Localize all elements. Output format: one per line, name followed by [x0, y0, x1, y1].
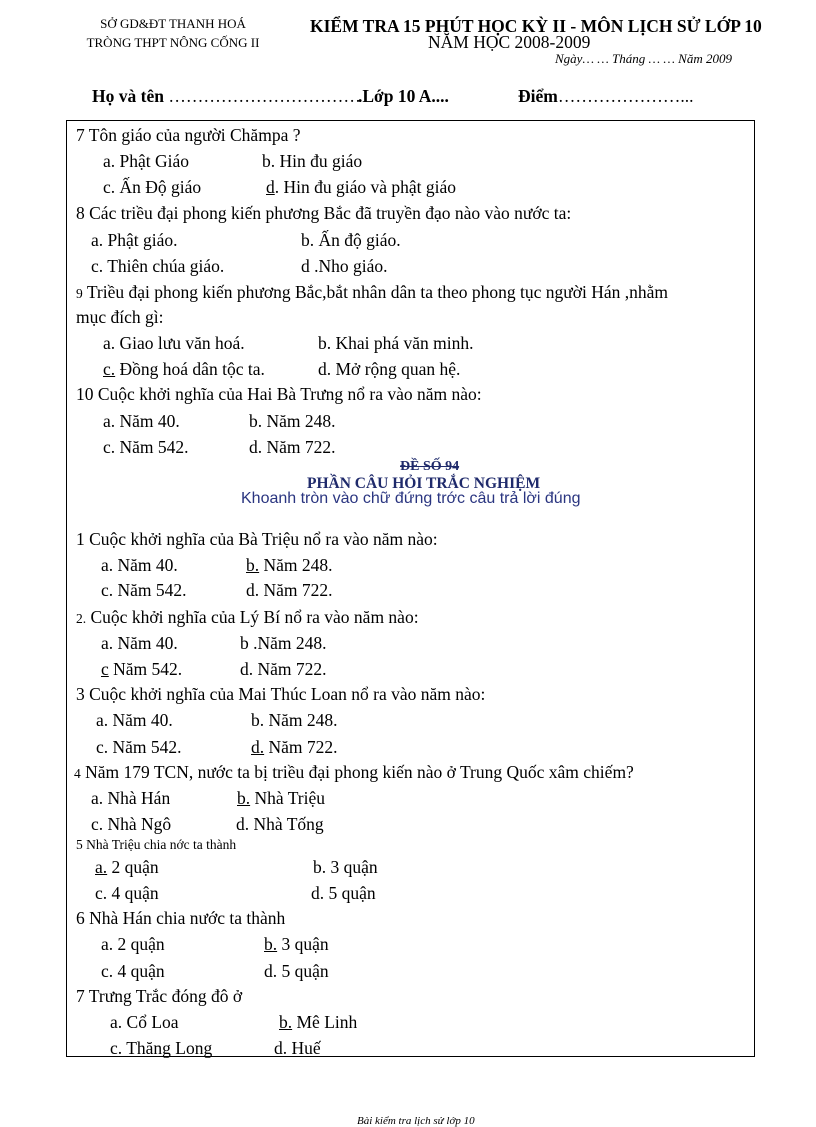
option-a[interactable]: a. Năm 40.	[101, 555, 178, 575]
option-d-answer[interactable]	[266, 177, 456, 198]
option-a[interactable]: a. Phật Giáo	[103, 151, 190, 171]
question-number: 9	[76, 286, 83, 301]
answer-key: b.	[237, 788, 251, 808]
name-dots: ……………………………	[168, 86, 361, 106]
question-7b: 7 Trưng Trắc đóng đô ở	[76, 986, 243, 1006]
answer-key: a.	[95, 857, 108, 877]
option-a[interactable]: a. Năm 40.	[96, 710, 173, 730]
exam-date: Ngày… … Tháng … … Năm 2009	[555, 51, 732, 66]
option-c-answer[interactable]	[103, 359, 265, 380]
option-text: 3 quận	[277, 934, 329, 954]
option-text: Năm 248.	[259, 555, 333, 575]
option-a[interactable]: a. Cổ Loa	[110, 1012, 179, 1032]
option-c[interactable]: c. 4 quận	[95, 883, 159, 903]
option-c[interactable]: c. Thiên chúa giáo.	[91, 256, 225, 276]
answer-key: d.	[251, 737, 265, 757]
option-b-answer[interactable]	[237, 788, 325, 809]
exam-title: KIỂM TRA 15 PHÚT HỌC KỲ II - MÔN LỊCH SỬ LỚP 10	[310, 16, 762, 36]
option-c[interactable]: c. Năm 542.	[103, 437, 189, 457]
question-3: 3 Cuộc khởi nghĩa của Mai Thúc Loan nổ ra vào năm nào:	[76, 684, 486, 704]
part-title: PHẦN CÂU HỎI TRẮC NGHIỆM	[307, 475, 541, 492]
option-b[interactable]: b. Ấn độ giáo.	[301, 230, 401, 250]
question-9	[76, 282, 668, 303]
page-footer: Bài kiểm tra lịch sử lớp 10	[357, 1115, 475, 1127]
option-d[interactable]: d. Năm 722.	[246, 580, 333, 600]
answer-key: c.	[103, 359, 116, 379]
student-name-field[interactable]	[92, 86, 361, 107]
answer-key: d	[266, 177, 275, 197]
score-label: Điểm	[518, 86, 558, 106]
question-1: 1 Cuộc khởi nghĩa của Bà Triệu nổ ra vào năm nào:	[76, 529, 438, 549]
option-d[interactable]: d. Mở rộng quan hệ.	[318, 359, 461, 379]
exam-code: ĐỀ SỐ 94	[400, 459, 460, 474]
question-text: Cuộc khởi nghĩa của Lý Bí nổ ra vào năm nào:	[90, 607, 419, 627]
question-10: 10 Cuộc khởi nghĩa của Hai Bà Trưng nổ ra vào năm nào:	[76, 384, 482, 404]
option-c-answer[interactable]	[101, 659, 182, 680]
option-b[interactable]: b. Hin đu giáo	[262, 151, 363, 171]
option-c[interactable]: c. 4 quận	[101, 961, 165, 981]
score-dots: …………………...	[557, 86, 694, 106]
option-text: . Hin đu giáo và phật giáo	[274, 177, 457, 197]
question-7: 7 Tôn giáo của người Chămpa ?	[76, 125, 301, 145]
option-b[interactable]: b .Năm 248.	[240, 633, 327, 653]
option-a[interactable]: a. Giao lưu văn hoá.	[103, 333, 245, 353]
option-d[interactable]: d .Nho giáo.	[301, 256, 388, 276]
question-5: 5 Nhà Triệu chia nớc ta thành	[76, 837, 237, 852]
option-c[interactable]: c. Năm 542.	[101, 580, 187, 600]
option-a[interactable]: a. Năm 40.	[103, 411, 180, 431]
answer-key: b.	[264, 934, 278, 954]
option-d[interactable]: d. Nhà Tống	[236, 814, 324, 834]
option-text: Đồng hoá dân tộc ta.	[115, 359, 265, 379]
name-label: Họ và tên	[92, 86, 164, 106]
option-a[interactable]: a. 2 quận	[101, 934, 165, 954]
option-b-answer[interactable]	[246, 555, 333, 576]
option-d-answer[interactable]	[251, 737, 338, 758]
option-a[interactable]: a. Phật giáo.	[91, 230, 178, 250]
option-text: Nhà Triệu	[250, 788, 325, 808]
option-d[interactable]: d. Huế	[274, 1038, 321, 1058]
school-name: TRÒNG THPT NÔNG CỐNG II	[86, 35, 260, 50]
option-d[interactable]: d. Năm 722.	[240, 659, 327, 679]
question-text: Triều đại phong kiến phương Bắc,bắt nhân dân ta theo phong tục người Hán ,nhằm	[86, 282, 668, 302]
option-a[interactable]: a. Nhà Hán	[91, 788, 171, 808]
class-field[interactable]: .Lớp 10 A....	[358, 86, 449, 106]
question-6: 6 Nhà Hán chia nước ta thành	[76, 908, 286, 928]
answer-key: b.	[279, 1012, 293, 1032]
question-4	[74, 762, 634, 783]
option-b[interactable]: b. Khai phá văn minh.	[318, 333, 474, 353]
option-a[interactable]: a. Năm 40.	[101, 633, 178, 653]
option-d[interactable]: d. 5 quận	[264, 961, 329, 981]
question-2	[76, 607, 419, 628]
option-c[interactable]: c. Nhà Ngô	[91, 814, 172, 834]
question-8: 8 Các triều đại phong kiến phương Bắc đã truyền đạo nào vào nước ta:	[76, 203, 572, 223]
option-d[interactable]: d. 5 quận	[311, 883, 376, 903]
option-text: Năm 542.	[108, 659, 183, 679]
department-name: SỞ GD&ĐT THANH HOÁ	[100, 16, 246, 31]
option-b[interactable]: b. Năm 248.	[251, 710, 338, 730]
answer-key: c	[101, 659, 109, 679]
instruction: Khoanh tròn vào chữ đứng trớc câu trả lời đúng	[241, 490, 581, 507]
option-c[interactable]: c. Ấn Độ giáo	[103, 177, 202, 197]
option-d[interactable]: d. Năm 722.	[249, 437, 336, 457]
option-b-answer[interactable]	[279, 1012, 357, 1033]
option-b-answer[interactable]	[264, 934, 329, 955]
option-b[interactable]: b. 3 quận	[313, 857, 378, 877]
option-text: 2 quận	[107, 857, 159, 877]
option-a-answer[interactable]	[95, 857, 159, 878]
question-number: 4	[74, 766, 81, 781]
question-number: 2.	[76, 611, 87, 626]
option-c[interactable]: c. Thăng Long	[110, 1038, 213, 1058]
option-text: Mê Linh	[292, 1012, 358, 1032]
answer-key: b.	[246, 555, 260, 575]
score-field[interactable]	[518, 86, 693, 107]
question-9-continued: mục đích gì:	[76, 307, 164, 327]
option-b[interactable]: b. Năm 248.	[249, 411, 336, 431]
option-text: Năm 722.	[264, 737, 338, 757]
school-year: NĂM HỌC 2008-2009	[428, 32, 591, 52]
option-c[interactable]: c. Năm 542.	[96, 737, 182, 757]
question-text: Năm 179 TCN, nước ta bị triều đại phong kiến nào ở Trung Quốc xâm chiếm?	[85, 762, 634, 782]
